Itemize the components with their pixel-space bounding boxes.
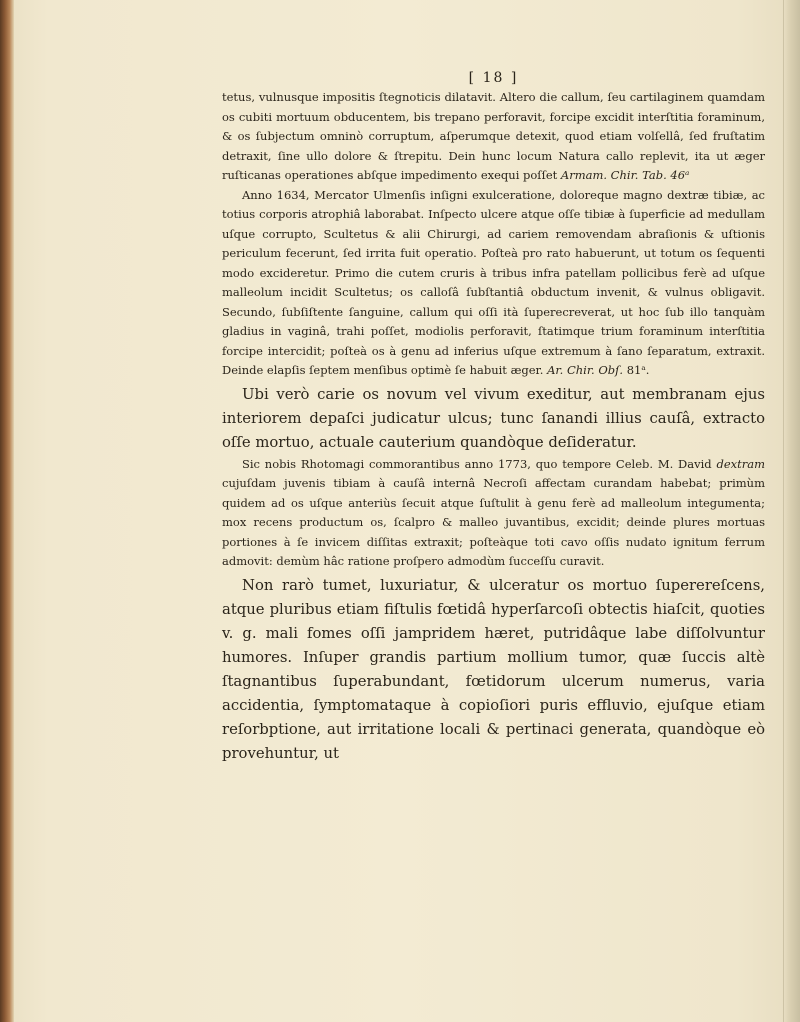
text-segment: Non rarò tumet, luxuriatur, & ulceratur os mortuo ſuperereſcens, atque pluribus etiam fiſtulis fœtidâ hyperſarcoſi obtectis hiaſcit, quoties v. g. mali fomes oſſi jampridem hæret, putridâque labe diſſolvuntur humores. Inſuper grandis partium mollium tumor, quæ ſuccis altè ſtagnantibus ſuperabundant, fœtidorum ulcerum numerus, varia accidentia, ſymptomataque à copioſiori puris effluvio, ejuſque etiam reſorbptione, aut irritatione locali & pertinaci generata, quandòque eò provehuntur, ut xyxy=(222,576,765,762)
paragraph-4 xyxy=(222,455,765,572)
text-column xyxy=(222,70,765,766)
book-binding-edge xyxy=(0,0,14,1022)
paragraph-2 xyxy=(222,186,765,381)
paragraph-1 xyxy=(222,88,765,186)
text-segment: Sic nobis Rhotomagi commorantibus anno 1773, quo tempore Celeb. M. David xyxy=(242,456,717,471)
paragraph-5 xyxy=(222,574,765,766)
italic-citation: dextram xyxy=(716,456,765,471)
paragraph-3 xyxy=(222,383,765,455)
text-segment: Ubi verò carie os novum vel vivum exeditur, aut membranam ejus interiorem depaſci judicatur ulcus; tunc ſanandi illius cauſâ, extracto oſſe mortuo, actuale cauterium quandòque deſideratur. xyxy=(222,385,765,451)
page-number: [ 18 ] xyxy=(468,70,519,86)
paragraphs-container xyxy=(222,88,765,766)
text-segment: tetus, vulnusque impositis ſtegnoticis dilatavit. Altero die callum, ſeu cartilaginem quamdam os cubiti mortuum obducentem, bis trepano perforavit, forcipe excidit interſtitia foraminum, & os ſubjectum omninò corruptum, aſperumque detexit, quod etiam volſellâ, ſed fruſtatim detraxit, ſine ullo dolore & ſtrepitu. Dein hunc locum Natura callo replevit, ita ut æger ruſticanas operationes abſque impedimento exequi poſſet xyxy=(222,90,765,182)
text-segment: cujuſdam juvenis tibiam à cauſâ internâ Necroſi affectam curandam habebat; primùm quidem ad os uſque anteriùs ſecuit atque ſuſtulit à genu ferè ad malleolum integumenta; mox recens productum os, ſcalpro & malleo juvantibus, excidit; deinde plures mortuas portiones à ſe invicem diſſitas extraxit; poſteàque toti cavo oſſis nudato ignitum ferrum admovit: demùm hâc ratione proſpero admodùm ſucceſſu curavit. xyxy=(222,476,765,568)
page-edge xyxy=(783,0,800,1022)
text-segment: Anno 1634, Mercator Ulmenſis inſigni exulceratione, doloreque magno dextræ tibiæ, ac totius corporis atrophiâ laborabat. Inſpecto ulcere atque oſſe tibiæ à ſuperficie ad medullam uſque corrupto, Scultetus & alii Chirurgi, ad cariem removendam abraſionis & uſtionis periculum fecerunt, ſed irrita fuit operatio. Poſteà pro rato habuerunt, ut totum os ſequenti modo excideretur. Primo die cutem cruris à tribus infra patellam pollicibus ferè ad uſque malleolum incidit Scultetus; os calloſâ ſubſtantiâ obductum invenit, & vulnus obligavit. Secundo, ſubſiſtente ſanguine, callum qui oſſi ità ſuperecreverat, ut hoc ſub illo tanquàm gladius in vaginâ, trahi poſſet, modiolis perforavit, ſtatimque trium foraminum interſtitia forcipe intercidit; poſteà os à genu ad inferius uſque extremum à ſano ſeparatum, extraxit. Deinde elapſis ſeptem menſibus optimè ſe habuit æger. xyxy=(222,187,765,377)
italic-citation: Ar. Chir. Obſ. xyxy=(547,363,624,377)
italic-citation: Armam. Chir. Tab. 46ᵃ xyxy=(560,168,690,182)
text-segment: 81ᵃ. xyxy=(623,363,650,377)
